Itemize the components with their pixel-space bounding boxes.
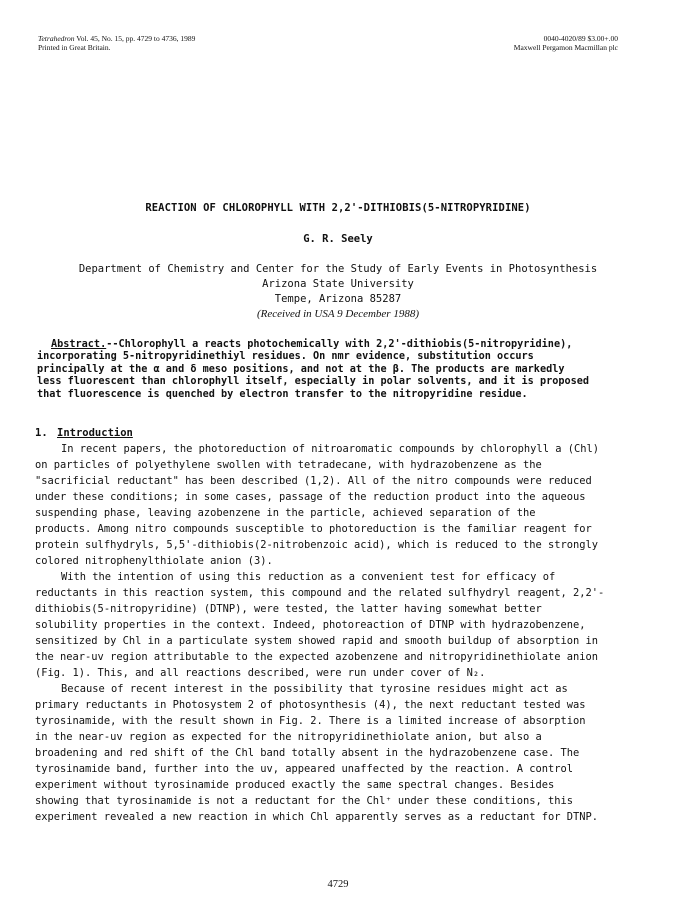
body-line: under these conditions; in some cases, passage of the reduction product into the aqueous <box>35 491 586 503</box>
body-text <box>35 441 655 825</box>
body-line: tyrosinamide, with the result shown in Fig. 2. There is a limited increase of absorption <box>35 715 586 727</box>
body-line: dithiobis(5-nitropyridine) (DTNP), were tested, the latter having somewhat better <box>35 603 542 615</box>
abstract-line: less fluorescent than chlorophyll itself, especially in polar solvents, and it is proposed <box>37 376 590 388</box>
body-line: (Fig. 1). This, and all reactions described, were run under cover of N₂. <box>35 667 486 679</box>
journal-citation: Vol. 45, No. 15, pp. 4729 to 4736, 1989 <box>74 34 196 43</box>
received-date: (Received in USA 9 December 1988) <box>257 308 419 320</box>
author: G. R. Seely <box>303 233 373 245</box>
article-title: REACTION OF CHLOROPHYLL WITH 2,2'-DITHIOBIS(5-NITROPYRIDINE) <box>145 202 531 214</box>
body-line: sensitized by Chl in a particulate system showed rapid and smooth buildup of absorption in <box>35 635 599 647</box>
journal-header-right <box>514 34 618 52</box>
abstract-line: principally at the α and δ meso positions, and not at the β. The products are markedly <box>37 363 565 375</box>
abstract-label: Abstract. <box>51 339 107 350</box>
body-line: protein sulfhydryls, 5,5'-dithiobis(2-nitrobenzoic acid), which is reduced to the strongly <box>35 539 599 551</box>
section-title: Introduction <box>57 427 133 439</box>
body-line: "sacrificial reductant" has been described (1,2). All of the nitro compounds were reduced <box>35 475 592 487</box>
abstract-line: incorporating 5-nitropyridinethiyl residues. On nmr evidence, substitution occurs <box>37 351 534 363</box>
body-line: products. Among nitro compounds susceptible to photoreduction is the familiar reagent for <box>35 523 592 535</box>
journal-header-left <box>38 34 195 52</box>
body-line: experiment revealed a new reaction in which Chl apparently serves as a reductant for DTNP. <box>35 811 599 823</box>
section-number: 1. <box>35 427 48 439</box>
section-heading <box>35 427 133 439</box>
body-line: broadening and red shift of the Chl band totally absent in the hydrazobenzene case. The <box>35 747 580 759</box>
abstract <box>37 339 647 401</box>
affiliation <box>0 262 676 322</box>
body-line: With the intention of using this reduction as a convenient test for efficacy of <box>61 571 556 583</box>
body-line: solubility properties in the context. Indeed, photoreaction of DTNP with hydrazobenzene, <box>35 619 586 631</box>
publisher: Maxwell Pergamon Macmillan plc <box>513 43 618 52</box>
affiliation-line: Department of Chemistry and Center for the Study of Early Events in Photosynthesis <box>78 263 598 275</box>
body-line: suspending phase, leaving azobenzene in the particle, achieved separation of the <box>35 507 536 519</box>
body-line: colored nitrophenylthiolate anion (3). <box>35 555 273 567</box>
journal-name: Tetrahedron <box>38 34 75 43</box>
body-line: on particles of polyethylene swollen with tetradecane, with hydrazobenzene as the <box>35 459 542 471</box>
body-line: Because of recent interest in the possibility that tyrosine residues might act as <box>61 683 568 695</box>
article-code: 0040-4020/89 $3.00+.00 <box>543 34 618 43</box>
body-line: in the near-uv region as expected for the nitropyridinethiolate anion, but also a <box>35 731 542 743</box>
body-line: primary reductants in Photosystem 2 of photosynthesis (4), the next reductant tested was <box>35 699 586 711</box>
body-line: reductants in this reaction system, this compound and the related sulfhydryl reagent, 2,2'- <box>35 587 605 599</box>
abstract-line: that fluorescence is quenched by electron transfer to the nitropyridine residue. <box>37 388 528 400</box>
affiliation-line: Arizona State University <box>262 278 414 290</box>
body-line: experiment without tyrosinamide produced exactly the same spectral changes. Besides <box>35 779 555 791</box>
abstract-line: --Chlorophyll a reacts photochemically with 2,2'-dithiobis(5-nitropyridine), <box>106 339 573 350</box>
body-line: In recent papers, the photoreduction of nitroaromatic compounds by chlorophyll a (Chl) <box>61 443 599 455</box>
body-line: the near-uv region attributable to the expected azobenzene and nitropyridinethiolate anion <box>35 651 599 663</box>
affiliation-line: Tempe, Arizona 85287 <box>274 293 402 305</box>
page-number: 4729 <box>327 879 349 890</box>
body-line: showing that tyrosinamide is not a reductant for the Chl⁺ under these conditions, this <box>35 795 573 807</box>
body-line: tyrosinamide band, further into the uv, appeared unaffected by the reaction. A control <box>35 763 573 775</box>
printed-in: Printed in Great Britain. <box>38 43 111 52</box>
